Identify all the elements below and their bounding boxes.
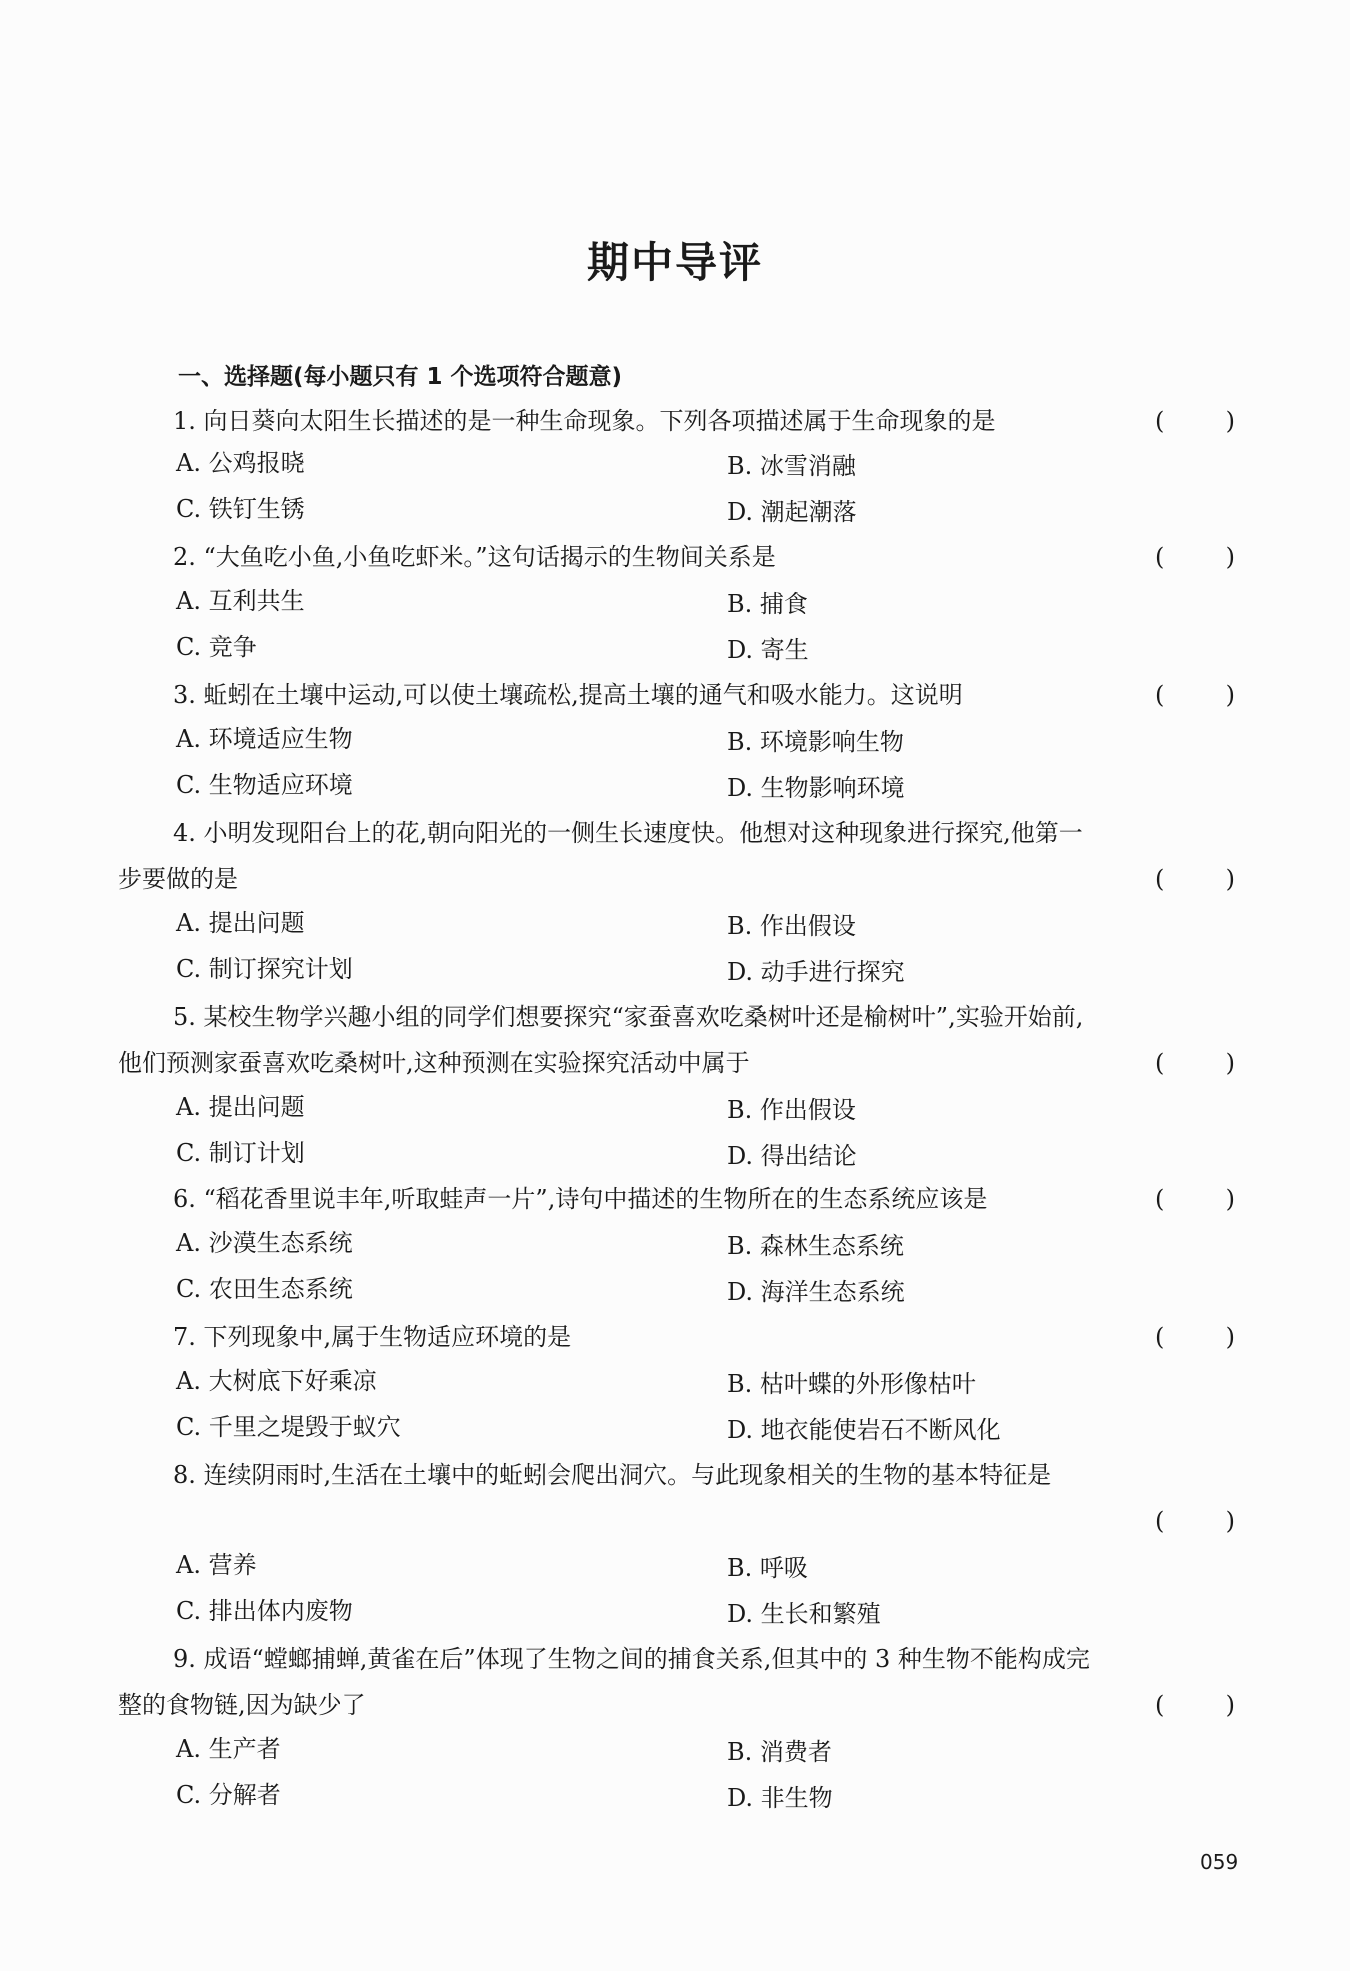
- question-stem: 1. 向日葵向太阳生长描述的是一种生命现象。下列各项描述属于生命现象的是: [173, 407, 996, 435]
- section-heading: 一、选择题(每小题只有 1 个选项符合题意): [178, 364, 623, 390]
- option-c: C. 铁钉生锈: [176, 495, 305, 523]
- option-c: C. 排出体内废物: [176, 1597, 353, 1625]
- option-a: A. 互利共生: [176, 587, 305, 615]
- question-stem: 8. 连续阴雨时,生活在土壤中的蚯蚓会爬出洞穴。与此现象相关的生物的基本特征是: [173, 1461, 1052, 1489]
- answer-bracket: [1155, 672, 1235, 718]
- option-c: C. 千里之堤毁于蚁穴: [176, 1413, 401, 1441]
- option-a: A. 大树底下好乘凉: [176, 1367, 377, 1395]
- option-c: C. 生物适应环境: [176, 771, 353, 799]
- option-a: A. 公鸡报晓: [176, 449, 305, 477]
- option-b: B. 森林生态系统: [727, 1232, 904, 1260]
- option-a: A. 提出问题: [176, 1093, 305, 1121]
- question-stem-continued: 步要做的是: [118, 865, 238, 893]
- answer-bracket-left: (: [1155, 681, 1165, 709]
- question-stem: 6. “稻花香里说丰年,听取蛙声一片”,诗句中描述的生物所在的生态系统应该是: [173, 1185, 988, 1213]
- answer-bracket-left: (: [1155, 1049, 1165, 1077]
- answer-bracket-left: (: [1155, 1507, 1165, 1535]
- option-d: D. 得出结论: [727, 1142, 857, 1170]
- answer-bracket-right: ): [1225, 1049, 1235, 1077]
- answer-bracket-left: (: [1155, 407, 1165, 435]
- question-stem: 7. 下列现象中,属于生物适应环境的是: [173, 1323, 572, 1351]
- answer-bracket-right: ): [1225, 543, 1235, 571]
- option-a: A. 营养: [176, 1551, 257, 1579]
- answer-bracket-left: (: [1155, 1691, 1165, 1719]
- option-b: B. 冰雪消融: [727, 452, 856, 480]
- answer-bracket-left: (: [1155, 1323, 1165, 1351]
- option-b: B. 捕食: [727, 590, 808, 618]
- question-stem: 2. “大鱼吃小鱼,小鱼吃虾米。”这句话揭示的生物间关系是: [173, 543, 776, 571]
- option-a: A. 提出问题: [176, 909, 305, 937]
- option-b: B. 作出假设: [727, 1096, 856, 1124]
- page-title: 期中导评: [586, 238, 763, 287]
- option-d: D. 寄生: [727, 636, 809, 664]
- option-d: D. 海洋生态系统: [727, 1278, 905, 1306]
- answer-bracket-left: (: [1155, 865, 1165, 893]
- answer-bracket-left: (: [1155, 1185, 1165, 1213]
- answer-bracket: [1155, 1682, 1235, 1728]
- option-c: C. 制订探究计划: [176, 955, 353, 983]
- option-c: C. 分解者: [176, 1781, 281, 1809]
- option-b: B. 消费者: [727, 1738, 832, 1766]
- page-number: 059: [1200, 1850, 1239, 1874]
- answer-bracket-left: (: [1155, 543, 1165, 571]
- question-stem: 9. 成语“螳螂捕蝉,黄雀在后”体现了生物之间的捕食关系,但其中的 3 种生物不能构成完: [173, 1645, 1090, 1673]
- answer-bracket-right: ): [1225, 1185, 1235, 1213]
- option-a: A. 环境适应生物: [176, 725, 353, 753]
- answer-bracket: [1155, 1314, 1235, 1360]
- answer-bracket: [1155, 856, 1235, 902]
- answer-bracket: [1155, 534, 1235, 580]
- answer-bracket-right: ): [1225, 681, 1235, 709]
- question-stem: 5. 某校生物学兴趣小组的同学们想要探究“家蚕喜欢吃桑树叶还是榆树叶”,实验开始前,: [173, 1003, 1084, 1031]
- option-b: B. 呼吸: [727, 1554, 808, 1582]
- answer-bracket: [1155, 1176, 1235, 1222]
- option-b: B. 枯叶蝶的外形像枯叶: [727, 1370, 976, 1398]
- option-d: D. 生长和繁殖: [727, 1600, 881, 1628]
- question-stem-continued: 他们预测家蚕喜欢吃桑树叶,这种预测在实验探究活动中属于: [118, 1049, 750, 1077]
- option-b: B. 环境影响生物: [727, 728, 904, 756]
- option-d: D. 动手进行探究: [727, 958, 905, 986]
- option-c: C. 农田生态系统: [176, 1275, 353, 1303]
- answer-bracket-right: ): [1225, 1691, 1235, 1719]
- option-b: B. 作出假设: [727, 912, 856, 940]
- answer-bracket-right: ): [1225, 407, 1235, 435]
- question-stem: 4. 小明发现阳台上的花,朝向阳光的一侧生长速度快。他想对这种现象进行探究,他第一: [173, 819, 1083, 847]
- question-stem: 3. 蚯蚓在土壤中运动,可以使土壤疏松,提高土壤的通气和吸水能力。这说明: [173, 681, 963, 709]
- option-c: C. 竞争: [176, 633, 257, 661]
- answer-bracket-right: ): [1225, 1323, 1235, 1351]
- answer-bracket: [1155, 1040, 1235, 1086]
- option-a: A. 生产者: [176, 1735, 281, 1763]
- option-d: D. 潮起潮落: [727, 498, 857, 526]
- answer-bracket-right: ): [1225, 865, 1235, 893]
- answer-bracket: [1155, 398, 1235, 444]
- option-d: D. 生物影响环境: [727, 774, 905, 802]
- question-stem-continued: 整的食物链,因为缺少了: [118, 1691, 366, 1719]
- option-d: D. 地衣能使岩石不断风化: [727, 1416, 1001, 1444]
- answer-bracket-right: ): [1225, 1507, 1235, 1535]
- answer-bracket: [1155, 1498, 1235, 1544]
- option-c: C. 制订计划: [176, 1139, 305, 1167]
- option-a: A. 沙漠生态系统: [176, 1229, 353, 1257]
- option-d: D. 非生物: [727, 1784, 833, 1812]
